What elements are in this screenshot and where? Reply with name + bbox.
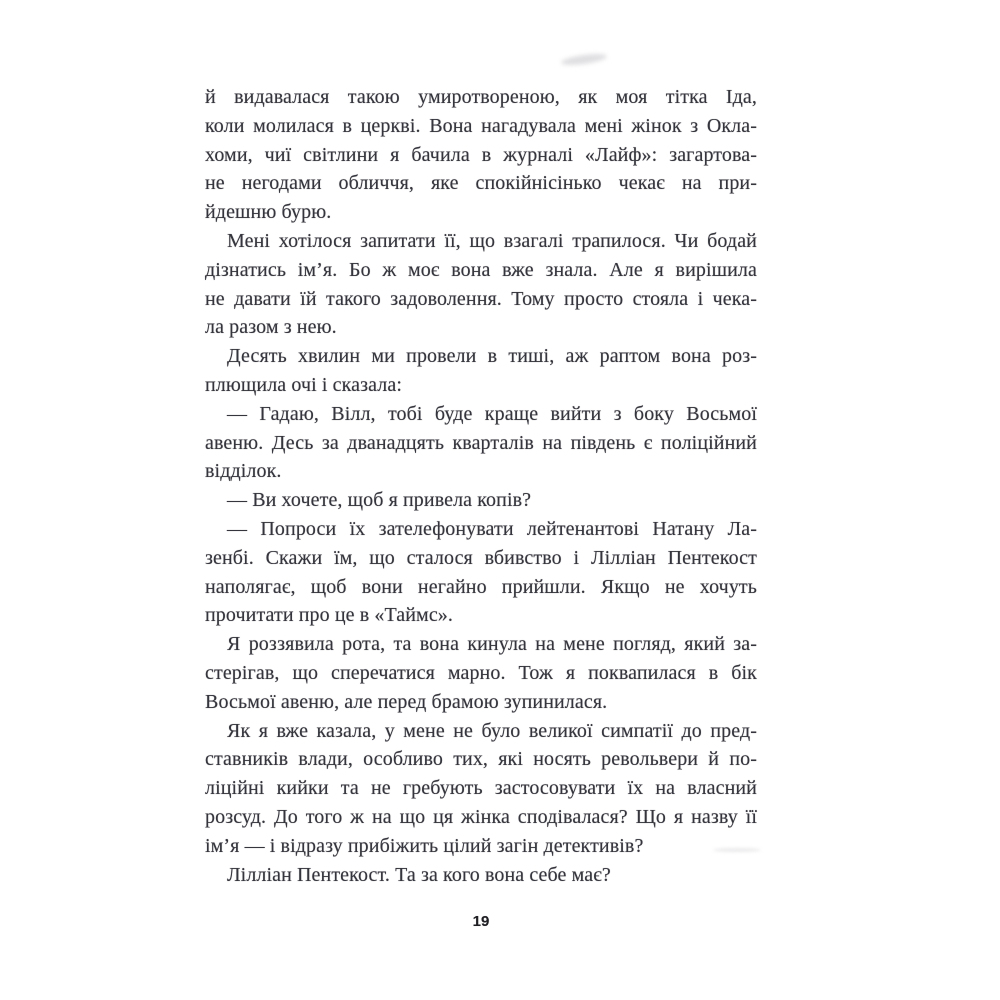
text-line: ім’я — і відразу прибіжить цілий загін детективів? xyxy=(205,834,644,857)
text-line: стерігав, що сперечатися марно. Тож я поквапилася в бік xyxy=(205,661,757,684)
text-line: не давати їй такого задоволення. Тому просто стояла і чека- xyxy=(205,287,757,310)
text-line: ліційні кийки та не гребують застосовувати їх на власний xyxy=(205,777,757,800)
text-line: Лілліан Пентекост. Та за кого вона себе має? xyxy=(227,863,611,886)
text-line: Десять хвилин ми провели в тиші, аж раптом вона роз- xyxy=(227,345,757,368)
page-number: 19 xyxy=(472,913,490,930)
text-line: наполягає, щоб вони негайно прийшли. Якщо не хочуть xyxy=(205,575,757,598)
text-line: — Ви хочете, щоб я привела копів? xyxy=(227,489,532,512)
text-line: Як я вже казала, у мене не було великої симпатії до пред- xyxy=(227,719,757,742)
text-line: йдешню бурю. xyxy=(205,201,332,224)
text-line: дізнатись ім’я. Бо ж моє вона вже знала. Але я вирішила xyxy=(205,258,757,281)
page-text xyxy=(205,83,757,889)
scan-smudge xyxy=(561,52,608,67)
scan-noise xyxy=(713,848,761,852)
text-line: Мені хотілося запитати її, що взагалі трапилося. Чи бодай xyxy=(227,229,757,252)
text-line: відділок. xyxy=(205,460,282,483)
text-line: й видавалася такою умиротвореною, як моя тітка Іда, xyxy=(205,86,757,108)
text-line: розсуд. До того ж на що ця жінка сподівалася? Що я назву її xyxy=(205,805,757,828)
text-line: — Попроси їх зателефонувати лейтенантові Натану Ла- xyxy=(227,517,757,540)
text-line: авеню. Десь за дванадцять кварталів на південь є поліційний xyxy=(205,431,757,454)
text-line: не негодами обличчя, яке спокійнісінько чекає на при- xyxy=(205,172,757,195)
text-line: плющила очі і сказала: xyxy=(205,373,402,396)
text-line: ла разом з нею. xyxy=(205,316,337,339)
text-line: прочитати про це в «Таймс». xyxy=(205,604,453,627)
text-line: — Гадаю, Вілл, тобі буде краще вийти з боку Восьмої xyxy=(227,402,757,425)
text-line: Я роззявила рота, та вона кинула на мене погляд, який за- xyxy=(227,633,757,656)
text-line: ставників влади, особливо тих, які носять револьвери й по- xyxy=(205,748,757,771)
text-line: Восьмої авеню, але перед брамою зупинилася. xyxy=(205,690,608,713)
text-line: коли молилася в церкві. Вона нагадувала мені жінок з Окла- xyxy=(205,114,757,137)
text-line: хоми, чиї світлини я бачила в журналі «Лайф»: загартова- xyxy=(205,143,757,166)
text-line: зенбі. Скажи їм, що сталося вбивство і Лілліан Пентекост xyxy=(205,546,757,569)
